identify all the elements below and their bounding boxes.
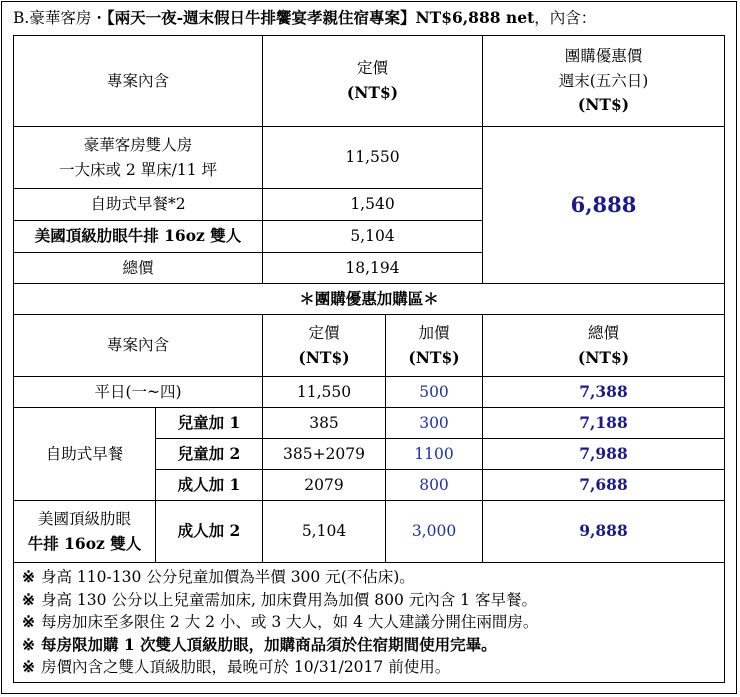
item-name: 豪華客房雙人房 一大床或 2 單床/11 坪: [14, 127, 263, 189]
header-group-price: 團購優惠價 週末(五六日) (NT$): [483, 36, 725, 127]
addon-price: 11,550: [263, 377, 386, 408]
addon-price: 5,104: [263, 501, 386, 563]
package-title: [13, 6, 596, 28]
notes-row: [14, 563, 725, 683]
addon-add: 1100: [386, 439, 483, 470]
addon-header-add-price: 加價 (NT$): [386, 315, 483, 377]
item-price: 5,104: [263, 221, 483, 253]
header-content: 專案內含: [14, 36, 263, 127]
addon-sub: 成人加 2: [156, 501, 263, 563]
main-header-row: [14, 36, 725, 127]
addon-total: 7,688: [483, 470, 725, 501]
group-price-cell: [483, 127, 725, 284]
addon-total: 7,988: [483, 439, 725, 470]
addon-breakfast-label: 自助式早餐: [14, 408, 156, 501]
addon-steak-label: 美國頂級肋眼 牛排 16oz 雙人: [14, 501, 156, 563]
addon-header-total: 總價 (NT$): [483, 315, 725, 377]
addon-add: 300: [386, 408, 483, 439]
note-item: ※ 每房加床至多限住 2 大 2 小、或 3 大人，如 4 大人建議分開住兩間房。: [22, 612, 539, 632]
item-price: 18,194: [263, 253, 483, 284]
addon-add: 3,000: [386, 501, 483, 563]
note-item: ※ 每房限加購 1 次雙人頂級肋眼，加購商品須於住宿期間使用完畢。: [22, 634, 497, 654]
addon-price: 385+2079: [263, 439, 386, 470]
addon-row-steak: [14, 501, 725, 563]
group-price: 6,888: [570, 192, 637, 218]
note-item: ※ 身高 110-130 公分兒童加價為半價 300 元(不佔床)。: [22, 567, 415, 587]
item-price: 11,550: [263, 127, 483, 189]
addon-price: 2079: [263, 470, 386, 501]
addon-sub: 兒童加 2: [156, 439, 263, 470]
note-item: ※ 房價內含之雙人頂級肋眼，最晚可於 10/31/2017 前使用。: [22, 657, 451, 677]
notes-cell: [14, 563, 725, 683]
note-item: ※ 身高 130 公分以上兒童需加床, 加床費用為加價 800 元內含 1 客早餐。: [22, 589, 537, 609]
item-row-room: [14, 127, 725, 189]
item-name: 總價: [14, 253, 263, 284]
item-price: 1,540: [263, 189, 483, 221]
item-name: 自助式早餐*2: [14, 189, 263, 221]
package-table: [13, 35, 725, 683]
addon-header-row: [14, 315, 725, 377]
addon-total: 7,388: [483, 377, 725, 408]
title-prefix: B.豪華客房・: [13, 9, 107, 27]
addon-label: 平日(一~四): [14, 377, 263, 408]
addon-sub: 兒童加 1: [156, 408, 263, 439]
addon-header-content: 專案內含: [14, 315, 263, 377]
addon-add: 500: [386, 377, 483, 408]
addon-price: 385: [263, 408, 386, 439]
title-main: 【兩天一夜-週末假日牛排饗宴孝親住宿專案】NT$6,888 net: [106, 8, 535, 27]
addon-sub: 成人加 1: [156, 470, 263, 501]
addon-header-list-price: 定價 (NT$): [263, 315, 386, 377]
addon-add: 800: [386, 470, 483, 501]
title-suffix: ，內含：: [534, 9, 597, 27]
addon-section-title: ＊團購優惠加購區＊: [14, 284, 725, 315]
addon-section-row: [14, 284, 725, 315]
addon-total: 7,188: [483, 408, 725, 439]
addon-row-weekday: [14, 377, 725, 408]
addon-row-breakfast-child1: [14, 408, 725, 439]
addon-total: 9,888: [483, 501, 725, 563]
item-name: 美國頂級肋眼牛排 16oz 雙人: [14, 221, 263, 253]
header-list-price: 定價 (NT$): [263, 36, 483, 127]
